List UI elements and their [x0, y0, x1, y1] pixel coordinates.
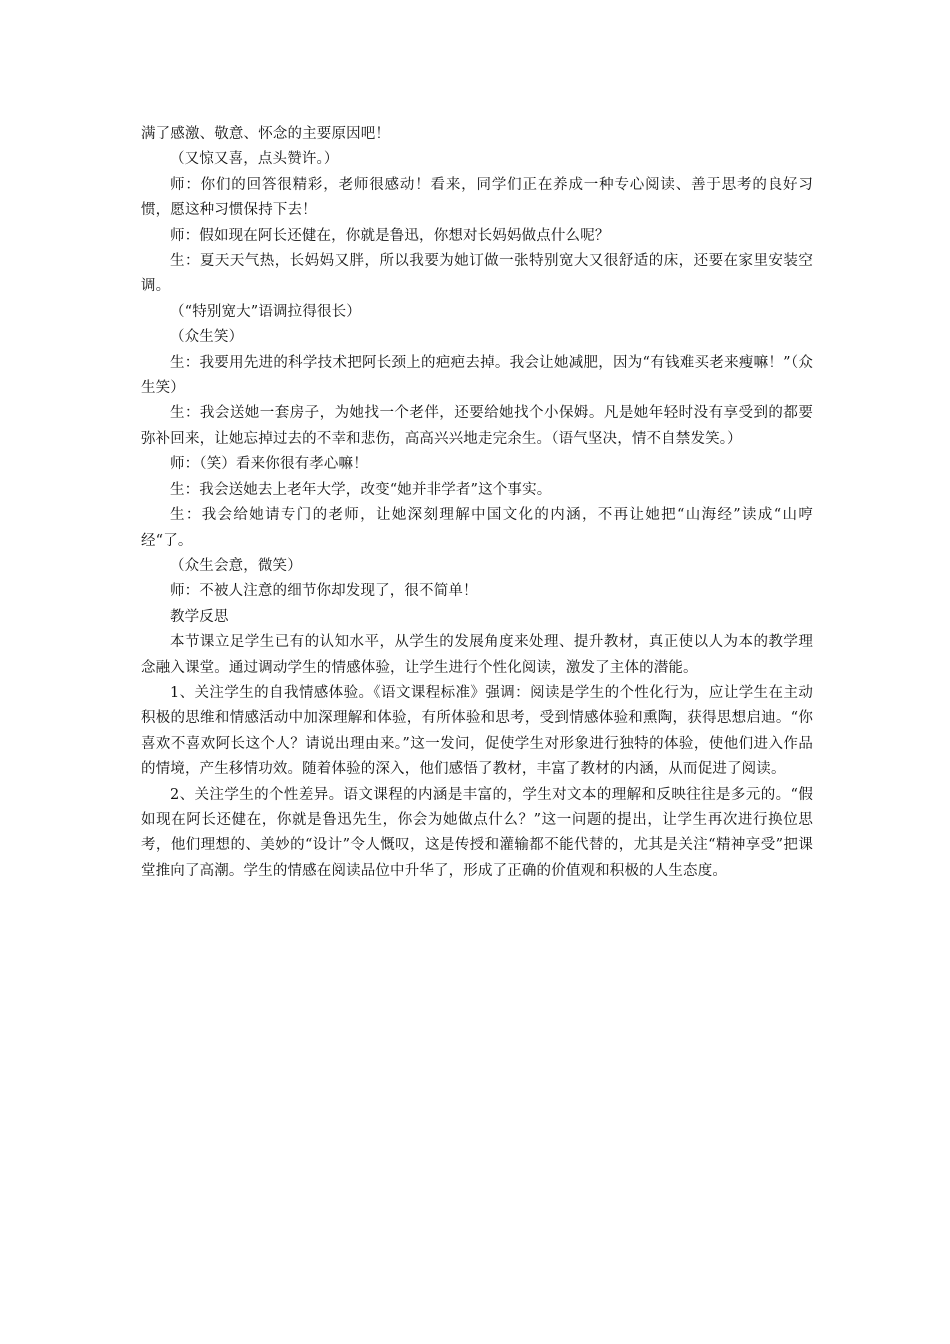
paragraph-stage-direction: （众生笑）	[170, 329, 244, 346]
paragraph-stage-direction: （又惊又喜，点头赞许。）	[170, 151, 339, 168]
paragraph-teacher: 师：你们的回答很精彩，老师很感动！看来，同学们正在养成一种专心阅读、善于思考的良好习惯，愿这种习惯保持下去！	[141, 176, 813, 219]
paragraph-student: 生：夏天天气热，长妈妈又胖，所以我要为她订做一张特别宽大又很舒适的床，还要在家里安装空调。	[141, 253, 813, 295]
paragraph-reflection: 本节课立足学生已有的认知水平，从学生的发展角度来处理、提升教材，真正使以人为本的教学理念融入课堂。通过调动学生的情感体验，让学生进行个性化阅读，激发了主体的潜能。	[141, 634, 813, 676]
section-heading: 教学反思	[170, 608, 229, 625]
document-body	[141, 122, 813, 884]
paragraph-stage-direction: （“特别宽大”语调拉得很长）	[170, 303, 361, 320]
paragraph-teacher: 师：不被人注意的细节你却发现了，很不简单！	[170, 583, 478, 600]
paragraph-student: 生：我会送她去上老年大学，改变“她并非学者”这个事实。	[170, 481, 552, 498]
paragraph-reflection-point-1: 1、关注学生的自我情感体验。《语文课程标准》强调：阅读是学生的个性化行为，应让学生在主动积极的思维和情感活动中加深理解和体验，有所体验和思考，受到情感体验和熏陶，获得思想启迪。“你喜欢不喜欢阿长这个人？请说出理由来。”这一发问，促使学生对形象进行独特的体验，使他们进入作品的情境，产生移情功效。随着体验的深入，他们感悟了教材，丰富了教材的内涵，从而促进了阅读。	[141, 684, 813, 778]
paragraph-teacher: 师：（笑）看来你很有孝心嘛！	[170, 456, 368, 473]
paragraph-student: 生：我要用先进的科学技术把阿长颈上的疤疤去掉。我会让她减肥，因为“有钱难买老来瘦嘛！”（众生笑）	[141, 354, 813, 397]
paragraph-stage-direction: （众生会意，微笑）	[170, 557, 302, 574]
paragraph-teacher: 师：假如现在阿长还健在，你就是鲁迅，你想对长妈妈做点什么呢？	[170, 227, 610, 244]
paragraph-student: 生：我会送她一套房子，为她找一个老伴，还要给她找个小保姆。凡是她年轻时没有享受到的都要弥补回来，让她忘掉过去的不幸和悲伤，高高兴兴地走完余生。（语气坚决，情不自禁发笑。）	[141, 405, 813, 447]
paragraph-student: 生：我会给她请专门的老师，让她深刻理解中国文化的内涵，不再让她把“山海经”读成“山哼经“了。	[141, 507, 813, 549]
paragraph-reflection-point-2: 2、关注学生的个性差异。语文课程的内涵是丰富的，学生对文本的理解和反映往往是多元的。“假如现在阿长还健在，你就是鲁迅先生，你会为她做点什么？”这一问题的提出，让学生再次进行换位思考，他们理想的、美妙的“设计”令人慨叹，这是传授和灌输都不能代替的，尤其是关注“精神享受”把课堂推向了高潮。学生的情感在阅读品位中升华了，形成了正确的价值观和积极的人生态度。	[141, 786, 813, 879]
paragraph-continued: 满了感激、敬意、怀念的主要原因吧！	[141, 126, 391, 142]
